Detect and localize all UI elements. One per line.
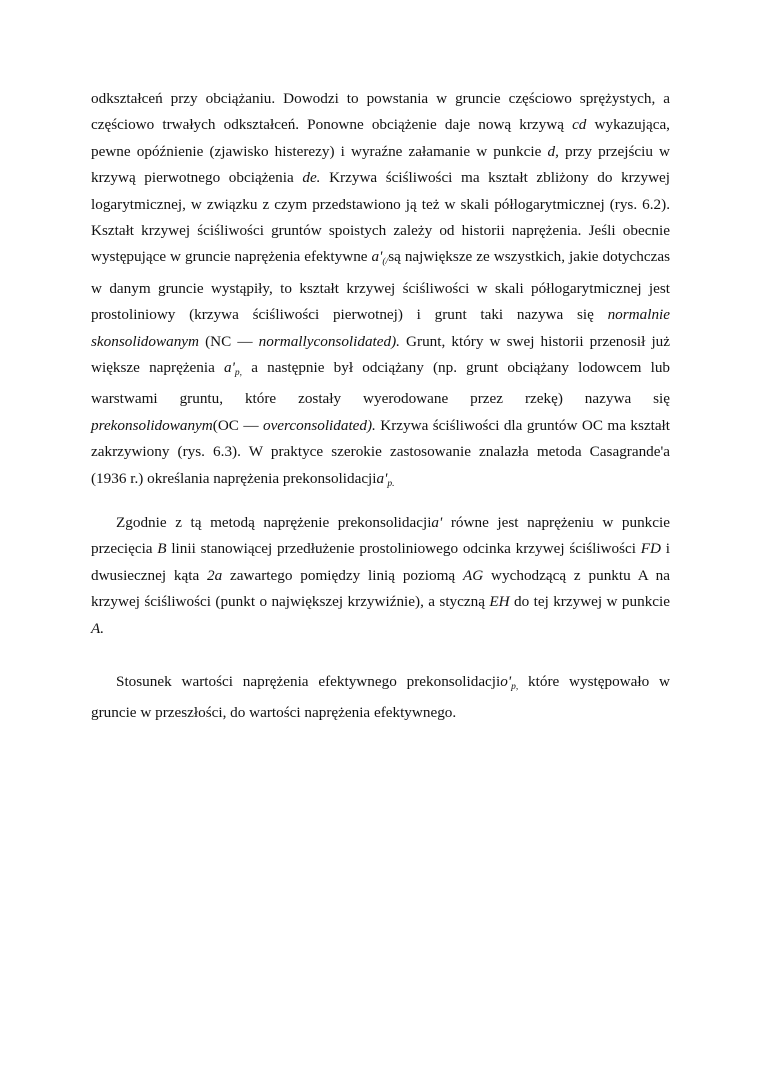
angle-label: 2a xyxy=(207,566,223,584)
symbol-stress: a' xyxy=(376,469,388,487)
term-normally-consolidated: normalnie skonsolidowanym xyxy=(91,306,670,350)
term-overconsolidated: prekonsolidowanym xyxy=(91,416,213,434)
symbol-stress: a' xyxy=(224,359,235,377)
point-label: A. xyxy=(91,619,105,637)
term-nc-english: normallyconsolidated). xyxy=(258,332,400,350)
term-oc-english: overconsolidated). xyxy=(262,416,376,434)
text-run: i dwusiecznej kąta xyxy=(91,540,670,584)
text-run: równe jest naprężeniu w punkcie przecięcia xyxy=(91,514,670,558)
text-run: są największe ze wszystkich, jakie dotychczas w danym gruncie wystąpiły, to kształt krzywej ściśliwości w skali półlogarytmicznej jest prostoliniowy (krzywa ściśliwości pierwotnej) i grunt taki nazywa się xyxy=(91,248,670,324)
text-run-italic: d, xyxy=(547,142,559,160)
text-run-italic: de. xyxy=(302,169,321,187)
symbol-stress: o' xyxy=(500,673,512,690)
line-label: AG xyxy=(462,566,484,584)
text-run: Grunt, który w swej historii przenosił już większe naprężenia xyxy=(91,332,670,377)
symbol-subscript: p. xyxy=(387,478,395,489)
text-run: (OC — xyxy=(212,416,263,434)
text-run: wychodzącą z punktu A na krzywej ściśliwości (punkt o największej krzywiźnie), a styczną xyxy=(91,566,670,611)
text-run: które występowało w gruncie w przeszłości, do wartości naprężenia efektywnego. xyxy=(91,673,670,722)
segment-label: FD xyxy=(640,540,661,558)
text-run: (NC — xyxy=(199,332,259,350)
symbol-stress: a' xyxy=(431,514,443,531)
text-run: odkształceń przy obciążaniu. Dowodzi to powstania w gruncie częściowo sprężystych, a częściowo trwałych odkształceń. Ponowne obciążenie daje nową krzywą xyxy=(91,90,670,134)
text-run: Krzywa ściśliwości ma kształt zbliżony do krzywej logarytmicznej, w związku z czym przedstawiono ją też w skali półlogarytmicznej (rys. 6.2). Kształt krzywej ściśliwości gruntów spoistych zależy od historii naprężenia. Jeśli obecnie występujące w gruncie naprężenia efektywne xyxy=(91,169,670,266)
symbol-subscript: p, xyxy=(234,368,243,379)
text-run: do tej krzywej w punkcie xyxy=(509,593,670,611)
text-run: przy przejściu w krzywą pierwotnego obciążenia xyxy=(91,142,670,187)
text-run: Krzywa ściśliwości dla gruntów OC ma kształt zakrzywiony (rys. 6.3). W praktyce szerokie zastosowanie znalazła metoda Casagrande'a (1936 r.) określania naprężenia prekonsolidacji xyxy=(91,416,670,487)
text-run: Stosunek wartości naprężenia efektywnego prekonsolidacji xyxy=(116,673,501,690)
paragraph-3 xyxy=(91,669,670,727)
paragraph-2 xyxy=(91,510,670,642)
point-label: B xyxy=(157,540,167,558)
text-run: zawartego pomiędzy linią poziomą xyxy=(222,566,463,584)
text-run: wykazująca, pewne opóźnienie (zjawisko histerezy) i wyraźne załamanie w punkcie xyxy=(91,116,670,160)
text-run: Zgodnie z tą metodą naprężenie prekonsolidacji xyxy=(116,514,432,531)
symbol-subscript: p, xyxy=(511,682,519,692)
text-run: linii stanowiącej przedłużenie prostoliniowego odcinka krzywej ściśliwości xyxy=(166,540,641,558)
paragraph-1 xyxy=(91,86,670,497)
text-run-italic: cd xyxy=(572,116,587,134)
tangent-label: EH xyxy=(489,593,510,611)
symbol-subscript: (/ xyxy=(382,257,389,268)
text-run: a następnie był odciążany (np. grunt obciążany lodowcem lub warstwami gruntu, które zostały wyerodowane przez rzekę) nazywa się xyxy=(91,359,671,408)
symbol-stress: a' xyxy=(371,248,383,266)
